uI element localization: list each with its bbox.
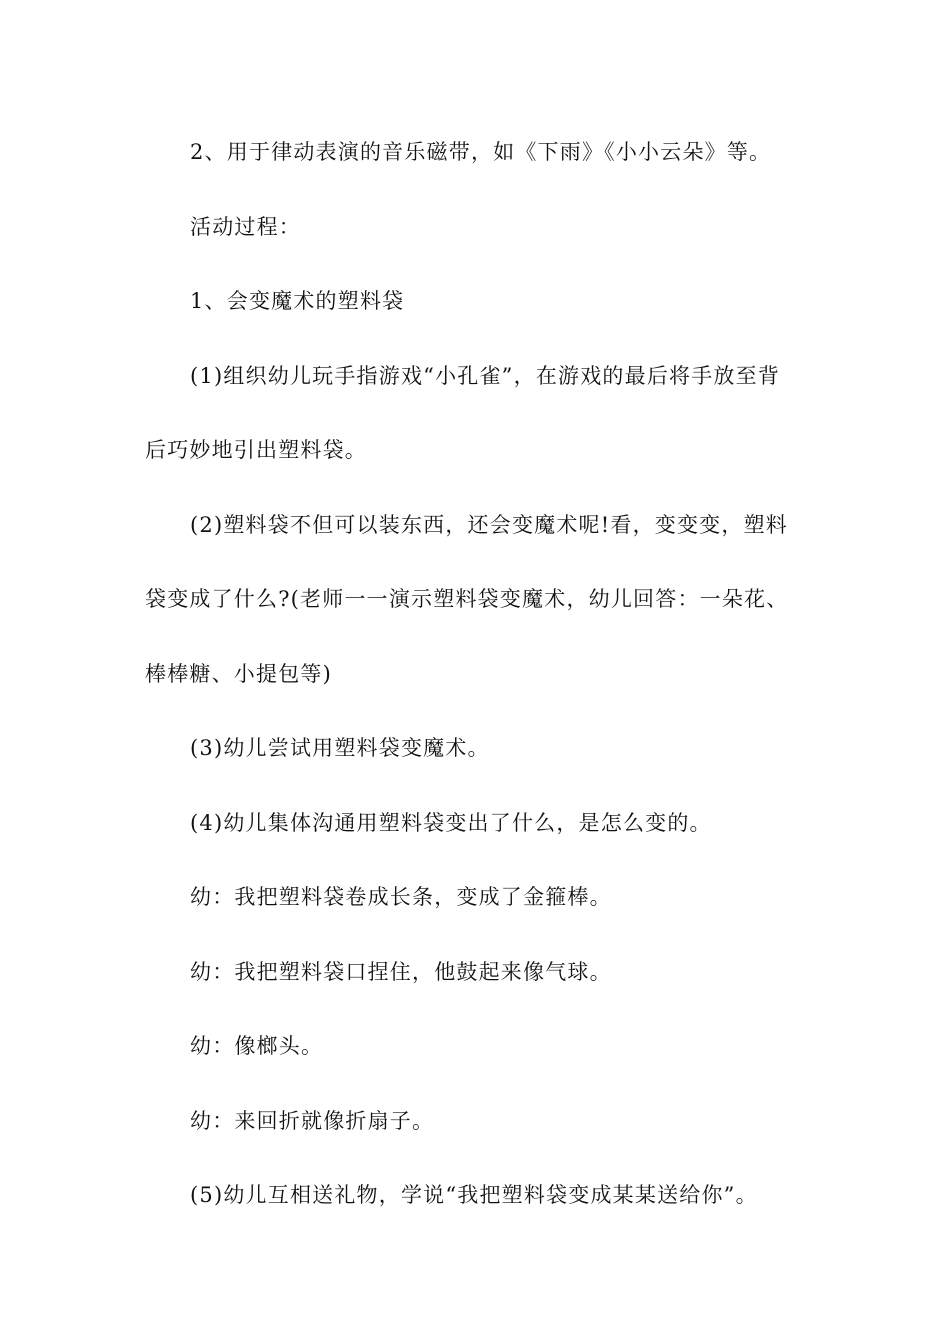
- text-line-step-2-part-3: 棒棒糖、小提包等): [145, 662, 332, 686]
- text-line-section-1-heading: 1、会变魔术的塑料袋: [190, 289, 405, 313]
- text-line-step-2-part-1: (2)塑料袋不但可以装东西，还会变魔术呢!看，变变变，塑料: [190, 513, 788, 537]
- text-line-child-answer-3: 幼：像榔头。: [190, 1034, 324, 1058]
- text-line-step-3: (3)幼儿尝试用塑料袋变魔术。: [190, 736, 490, 760]
- text-line-child-answer-1: 幼：我把塑料袋卷成长条，变成了金箍棒。: [190, 885, 612, 909]
- text-line-activity-process-heading: 活动过程：: [190, 215, 301, 239]
- text-line-step-1-part-1: (1)组织幼儿玩手指游戏“小孔雀”，在游戏的最后将手放至背: [190, 364, 781, 388]
- text-line-step-2-part-2: 袋变成了什么?(老师一一演示塑料袋变魔术，幼儿回答：一朵花、: [145, 587, 789, 611]
- text-line-step-5: (5)幼儿互相送礼物，学说“我把塑料袋变成某某送给你”。: [190, 1183, 758, 1207]
- text-line-step-1-part-2: 后巧妙地引出塑料袋。: [145, 438, 367, 462]
- text-line-child-answer-4: 幼：来回折就像折扇子。: [190, 1109, 435, 1133]
- text-line-step-4: (4)幼儿集体沟通用塑料袋变出了什么，是怎么变的。: [190, 811, 712, 835]
- text-line-child-answer-2: 幼：我把塑料袋口捏住，他鼓起来像气球。: [190, 960, 612, 984]
- text-line-materials-2: 2、用于律动表演的音乐磁带，如《下雨》《小小云朵》等。: [190, 140, 772, 164]
